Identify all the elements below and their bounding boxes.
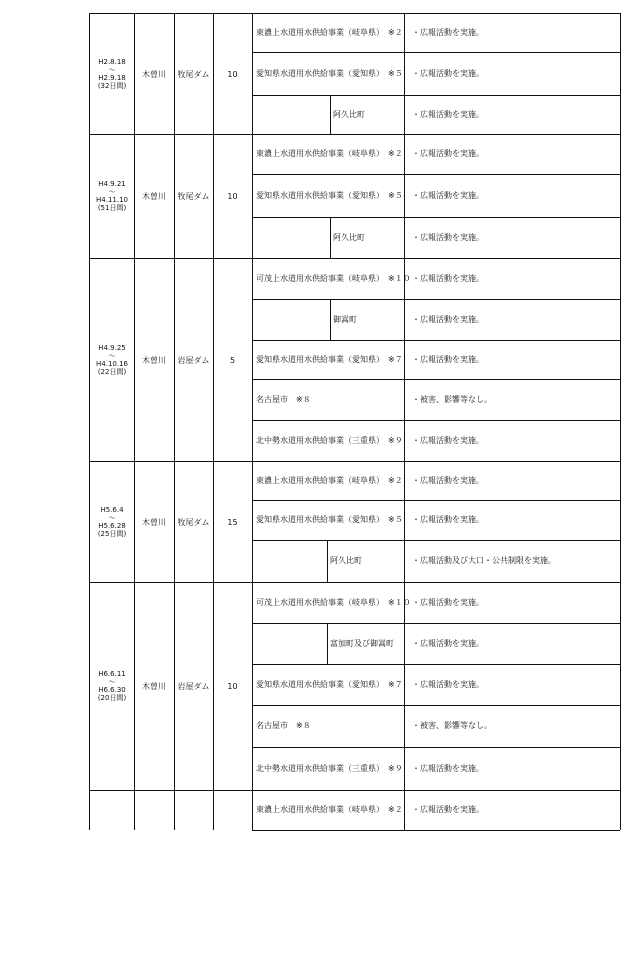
river-name: 木曽川 — [142, 69, 166, 79]
row-divider — [252, 340, 620, 341]
measure-text: ・広報活動を実施。 — [412, 435, 484, 445]
period-tilde: ～ — [108, 351, 116, 360]
restriction-rate: 10 — [227, 682, 238, 691]
sub-column-divider — [327, 623, 328, 664]
water-user: 東濃上水道用水供給事業（岐阜県） ※２ — [256, 149, 403, 158]
river-name: 木曽川 — [142, 682, 166, 691]
group-divider — [89, 258, 620, 259]
right-border — [620, 461, 621, 582]
measure-text: ・広報活動を実施。 — [412, 638, 484, 648]
measure-text: ・広報活動を実施。 — [412, 109, 484, 119]
period-start: H4.9.25 — [98, 343, 126, 352]
group-divider — [89, 13, 620, 14]
period-end: H6.6.30 — [98, 686, 126, 694]
dam-name: 岩屋ダム — [177, 355, 210, 365]
row-divider — [252, 705, 620, 706]
column-divider — [404, 13, 405, 830]
water-user: 北中勢水道用水供給事業（三重県） ※９ — [256, 435, 403, 445]
water-user: 愛知県水道用水供給事業（愛知県） ※７ — [256, 679, 403, 689]
period-end: H2.9.18 — [98, 73, 126, 82]
period-tilde: ～ — [108, 188, 116, 196]
measure-text: ・広報活動を実施。 — [412, 475, 484, 485]
measure-text: ・広報活動を実施。 — [412, 354, 484, 364]
period-start: H2.8.18 — [98, 57, 126, 66]
row-divider — [252, 174, 620, 175]
measure-text: ・広報活動を実施。 — [412, 679, 484, 689]
restriction-rate: 5 — [229, 355, 236, 365]
measure-text: ・広報活動を実施。 — [412, 273, 484, 283]
period-days: (25日間) — [97, 529, 127, 538]
group-divider — [89, 134, 620, 135]
dam-name: 牧尾ダム — [177, 517, 210, 527]
period-tilde: ～ — [108, 678, 116, 686]
period-days: (22日間) — [97, 367, 127, 376]
water-user: 東濃上水道用水供給事業（岐阜県） ※２ — [256, 805, 403, 814]
row-divider — [252, 747, 620, 748]
dam-name: 牧尾ダム — [177, 192, 210, 201]
sub-column-divider — [327, 540, 328, 582]
column-divider — [213, 13, 214, 830]
dam-name: 岩屋ダム — [177, 682, 210, 691]
restriction-rate: 10 — [227, 69, 238, 79]
column-divider — [252, 13, 253, 830]
row-divider — [252, 379, 620, 380]
restriction-rate: 10 — [227, 192, 238, 201]
right-border — [620, 258, 621, 461]
period-days: (32日間) — [97, 81, 127, 90]
group-divider — [89, 790, 620, 791]
water-user: 可茂上水道用水供給事業（岐阜県） ※１０ — [256, 597, 411, 607]
row-divider — [252, 299, 620, 300]
river-name: 木曽川 — [142, 517, 166, 527]
measure-text: ・広報活動を実施。 — [412, 763, 484, 773]
water-user: 阿久比町 — [333, 232, 365, 242]
water-user: 東濃上水道用水供給事業（岐阜県） ※２ — [256, 27, 403, 37]
water-user: 可茂上水道用水供給事業（岐阜県） ※１０ — [256, 273, 411, 283]
row-divider — [252, 500, 620, 501]
period-tilde: ～ — [108, 513, 116, 522]
period-tilde: ～ — [108, 65, 116, 74]
period-days: (51日間) — [97, 204, 127, 212]
water-user: 阿久比町 — [333, 109, 365, 119]
row-divider — [252, 664, 620, 665]
measure-text: ・広報活動を実施。 — [412, 190, 484, 200]
row-divider — [252, 623, 620, 624]
right-border — [620, 582, 621, 790]
group-divider — [89, 582, 620, 583]
measure-text: ・広報活動を実施。 — [412, 68, 484, 78]
right-border — [620, 134, 621, 258]
right-border — [620, 790, 621, 830]
water-user: 北中勢水道用水供給事業（三重県） ※９ — [256, 763, 403, 773]
row-divider — [252, 217, 620, 218]
period-start: H6.6.11 — [98, 670, 126, 678]
water-user: 阿久比町 — [330, 556, 362, 565]
period-end: H4.10.16 — [96, 359, 128, 368]
measure-text: ・被害、影響等なし。 — [412, 721, 492, 730]
measure-text: ・広報活動を実施。 — [412, 314, 484, 324]
sub-column-divider — [330, 217, 331, 258]
river-name: 木曽川 — [142, 192, 166, 201]
measure-text: ・広報活動を実施。 — [412, 805, 484, 814]
river-name: 木曽川 — [142, 355, 166, 365]
measure-text: ・被害、影響等なし。 — [412, 394, 492, 404]
measure-text: ・広報活動を実施。 — [412, 27, 484, 37]
water-user: 名古屋市 ※８ — [256, 721, 311, 730]
water-user: 愛知県水道用水供給事業（愛知県） ※７ — [256, 354, 403, 364]
water-user: 東濃上水道用水供給事業（岐阜県） ※２ — [256, 475, 403, 485]
period-days: (20日間) — [97, 694, 127, 702]
period-start: H5.6.4 — [100, 505, 124, 514]
water-user: 愛知県水道用水供給事業（愛知県） ※５ — [256, 190, 403, 200]
row-divider — [252, 830, 620, 831]
group-divider — [89, 461, 620, 462]
column-divider — [134, 13, 135, 830]
period-end: H5.6.28 — [98, 521, 126, 530]
restriction-rate: 15 — [227, 517, 238, 527]
measure-text: ・広報活動を実施。 — [412, 232, 484, 242]
sub-column-divider — [330, 299, 331, 340]
right-border — [620, 13, 621, 134]
row-divider — [252, 95, 620, 96]
measure-text: ・広報活動を実施。 — [412, 597, 484, 607]
water-user: 愛知県水道用水供給事業（愛知県） ※５ — [256, 515, 403, 524]
period-start: H4.9.21 — [98, 180, 126, 188]
row-divider — [252, 420, 620, 421]
row-divider — [252, 52, 620, 53]
measure-text: ・広報活動を実施。 — [412, 515, 484, 524]
water-user: 御嵩町 — [333, 314, 357, 324]
water-user: 名古屋市 ※８ — [256, 394, 311, 404]
column-divider — [89, 13, 90, 830]
water-user: 愛知県水道用水供給事業（愛知県） ※５ — [256, 68, 403, 78]
period-end: H4.11.10 — [96, 196, 128, 204]
measure-text: ・広報活動及び大口・公共制限を実施。 — [412, 556, 556, 565]
row-divider — [252, 540, 620, 541]
measure-text: ・広報活動を実施。 — [412, 149, 484, 158]
water-user: 富加町及び御嵩町 — [330, 638, 394, 648]
dam-name: 牧尾ダム — [177, 69, 210, 79]
sub-column-divider — [330, 95, 331, 134]
column-divider — [174, 13, 175, 830]
